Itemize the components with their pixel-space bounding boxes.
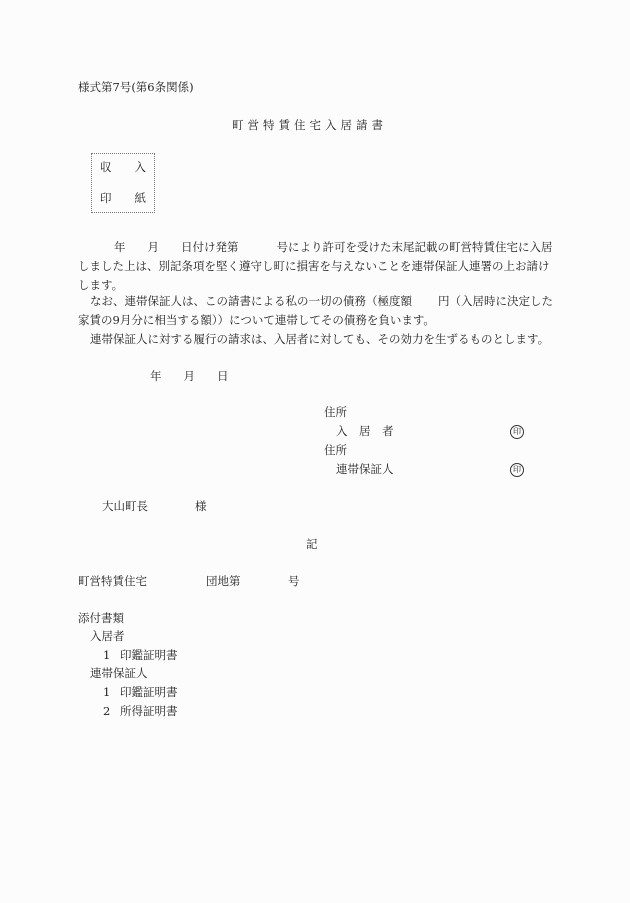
paragraph-1-text: 号により許可を受けた末尾記載の町営特賃住宅に入居しました上は、別記条項を堅く遵守し町に損害を与えないことを連帯保証人連署の上お請けします。 xyxy=(78,240,553,292)
paragraph-3 xyxy=(78,330,558,349)
paragraph-2-text-b: 円（入居時に決定した家賃の9月分に相当する額））について連帯してその債務を負います。 xyxy=(78,294,553,327)
attachment-item: 印鑑証明書 xyxy=(120,685,178,699)
date-year: 年 xyxy=(150,369,162,383)
paragraph-1 xyxy=(78,238,558,295)
guarantor-label: 連帯保証人 xyxy=(336,462,394,476)
address-label-2: 住所 xyxy=(324,443,347,457)
attachments-resident-label: 入居者 xyxy=(90,629,125,643)
seal-icon: 印 xyxy=(510,463,524,477)
month-label: 月 xyxy=(147,240,159,254)
stamp-char: 紙 xyxy=(134,190,146,205)
date-line xyxy=(150,371,229,383)
addressee-honorific: 様 xyxy=(195,499,207,513)
paragraph-2-text-a: なお、連帯保証人は、この請書による私の一切の債務（極度額 xyxy=(90,294,412,308)
attachment-num: 2 xyxy=(103,704,111,718)
housing-label: 町営特賃住宅 xyxy=(78,574,147,588)
stamp-char: 収 xyxy=(100,160,112,174)
complex-label: 団地第 xyxy=(206,574,241,588)
address-label-1: 住所 xyxy=(324,405,347,419)
attachments-guarantor-label: 連帯保証人 xyxy=(90,666,148,680)
date-month: 月 xyxy=(183,369,195,383)
attachments-heading: 添付書類 xyxy=(78,611,124,625)
attachment-item: 所得証明書 xyxy=(120,704,178,718)
paragraph-2 xyxy=(78,292,558,330)
year-label: 年 xyxy=(114,240,126,254)
number-label: 号 xyxy=(288,574,300,588)
attachment-item: 印鑑証明書 xyxy=(120,648,178,662)
document-title: 町営特賃住宅入居請書 xyxy=(232,118,387,132)
date-day: 日 xyxy=(217,369,229,383)
attachment-num: 1 xyxy=(103,685,111,699)
addressee-name: 大山町長 xyxy=(102,499,148,513)
stamp-char: 印 xyxy=(100,190,112,205)
attachment-num: 1 xyxy=(103,648,111,662)
form-id: 様式第7号(第6条関係) xyxy=(78,80,194,94)
ki-heading: 記 xyxy=(306,537,318,551)
permit-label: 日付け発第 xyxy=(181,240,239,254)
seal-icon: 印 xyxy=(510,425,524,439)
stamp-char: 入 xyxy=(134,160,146,174)
paragraph-3-text: 連帯保証人に対する履行の請求は、入居者に対しても、その効力を生ずるものとします。 xyxy=(90,332,550,346)
resident-label: 入 居 者 xyxy=(336,424,394,438)
revenue-stamp-box xyxy=(91,153,155,213)
